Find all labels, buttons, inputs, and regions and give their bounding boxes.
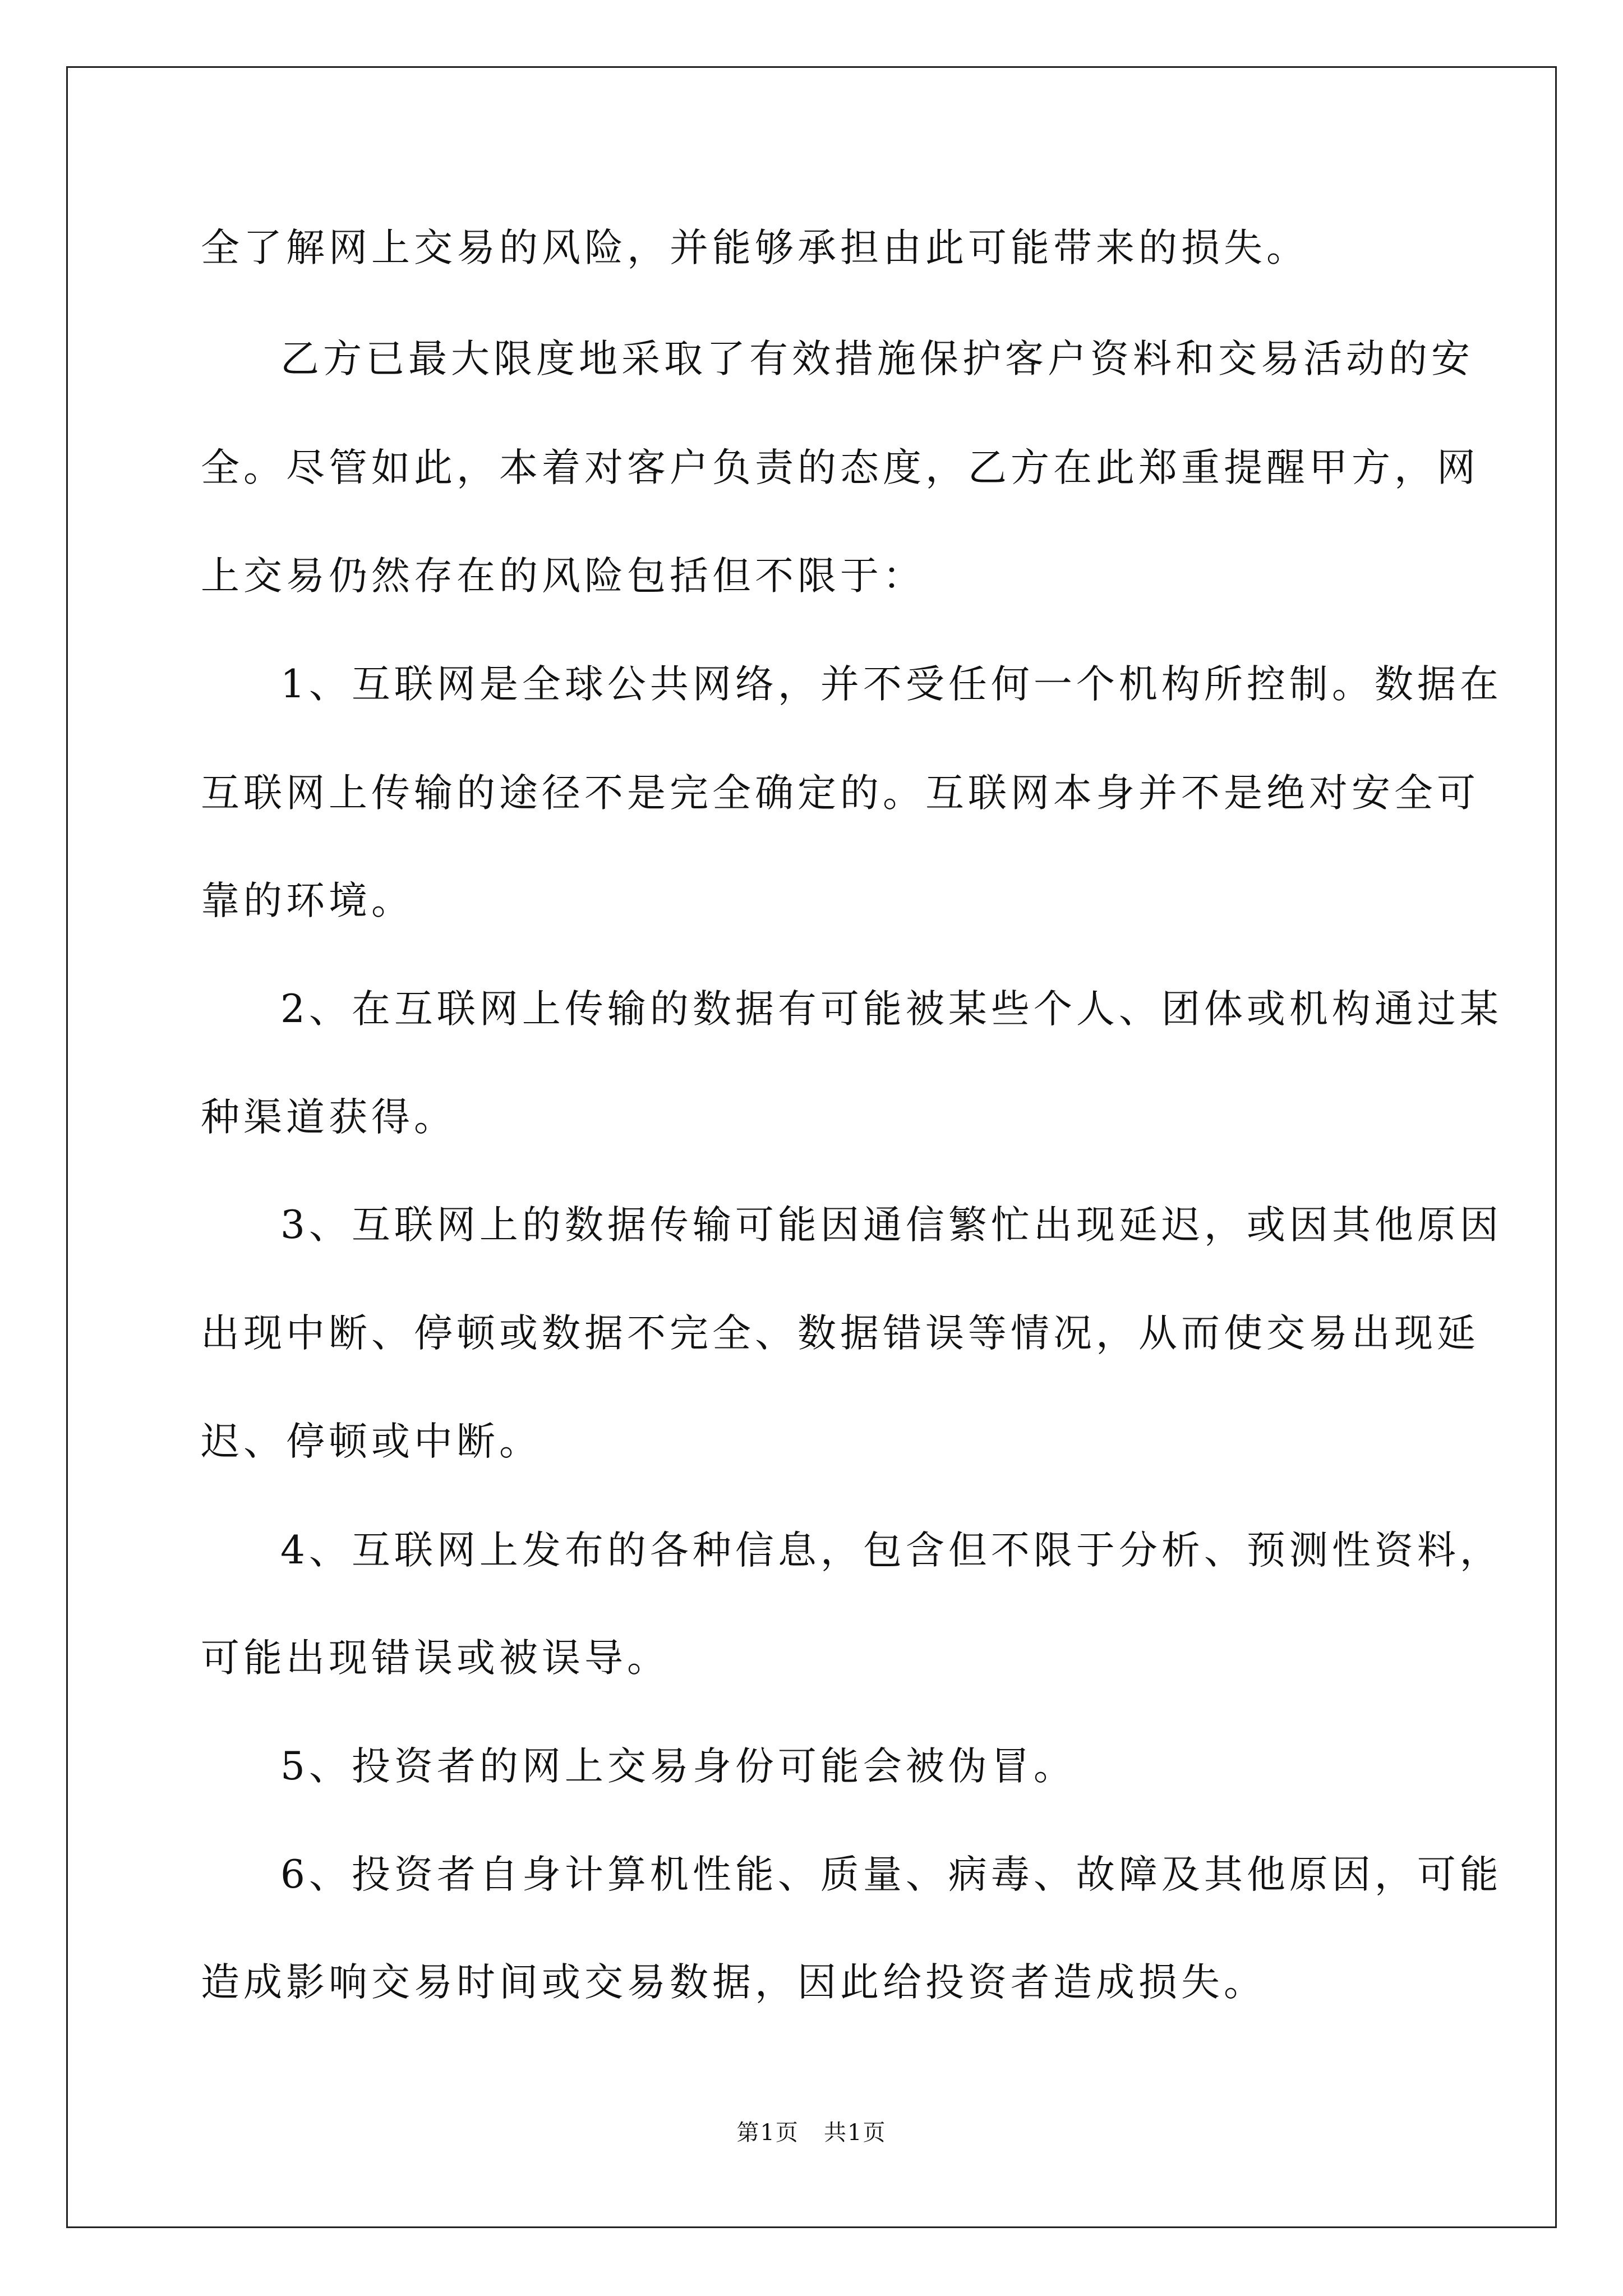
paragraph-line: 5、投资者的网上交易身份可能会被伪冒。 [280,1744,1076,1789]
paragraph-line: 2、在互联网上传输的数据有可能被某些个人、团体或机构通过某 [280,987,1502,1032]
paragraph-line: 6、投资者自身计算机性能、质量、病毒、故障及其他原因，可能 [280,1852,1502,1897]
paragraph-line: 靠的环境。 [201,878,414,923]
paragraph-line: 乙方已最大限度地采取了有效措施保护客户资料和交易活动的安 [280,337,1474,381]
paragraph-line: 迟、停顿或中断。 [201,1419,542,1464]
paragraph-line: 互联网上传输的途径不是完全确定的。互联网本身并不是绝对安全可 [201,771,1479,816]
paragraph-line: 可能出现错误或被误导。 [201,1636,670,1681]
page-footer: 第1页 共1页 [736,2120,887,2146]
paragraph-line: 3、互联网上的数据传输可能因通信繁忙出现延迟，或因其他原因 [280,1203,1502,1248]
paragraph-line: 出现中断、停顿或数据不完全、数据错误等情况，从而使交易出现延 [201,1311,1479,1356]
paragraph-line: 4、互联网上发布的各种信息，包含但不限于分析、预测性资料， [280,1528,1502,1573]
paragraph-line: 全了解网上交易的风险，并能够承担由此可能带来的损失。 [201,226,1309,270]
paragraph-line: 种渠道获得。 [201,1095,457,1140]
paragraph-line: 造成影响交易时间或交易数据，因此给投资者造成损失。 [201,1960,1266,2005]
paragraph-line: 1、互联网是全球公共网络，并不受任何一个机构所控制。数据在 [280,662,1502,707]
page-border [66,66,1557,2228]
paragraph-line: 上交易仍然存在的风险包括但不限于： [201,554,925,599]
paragraph-line: 全。尽管如此，本着对客户负责的态度，乙方在此郑重提醒甲方，网 [201,445,1479,490]
